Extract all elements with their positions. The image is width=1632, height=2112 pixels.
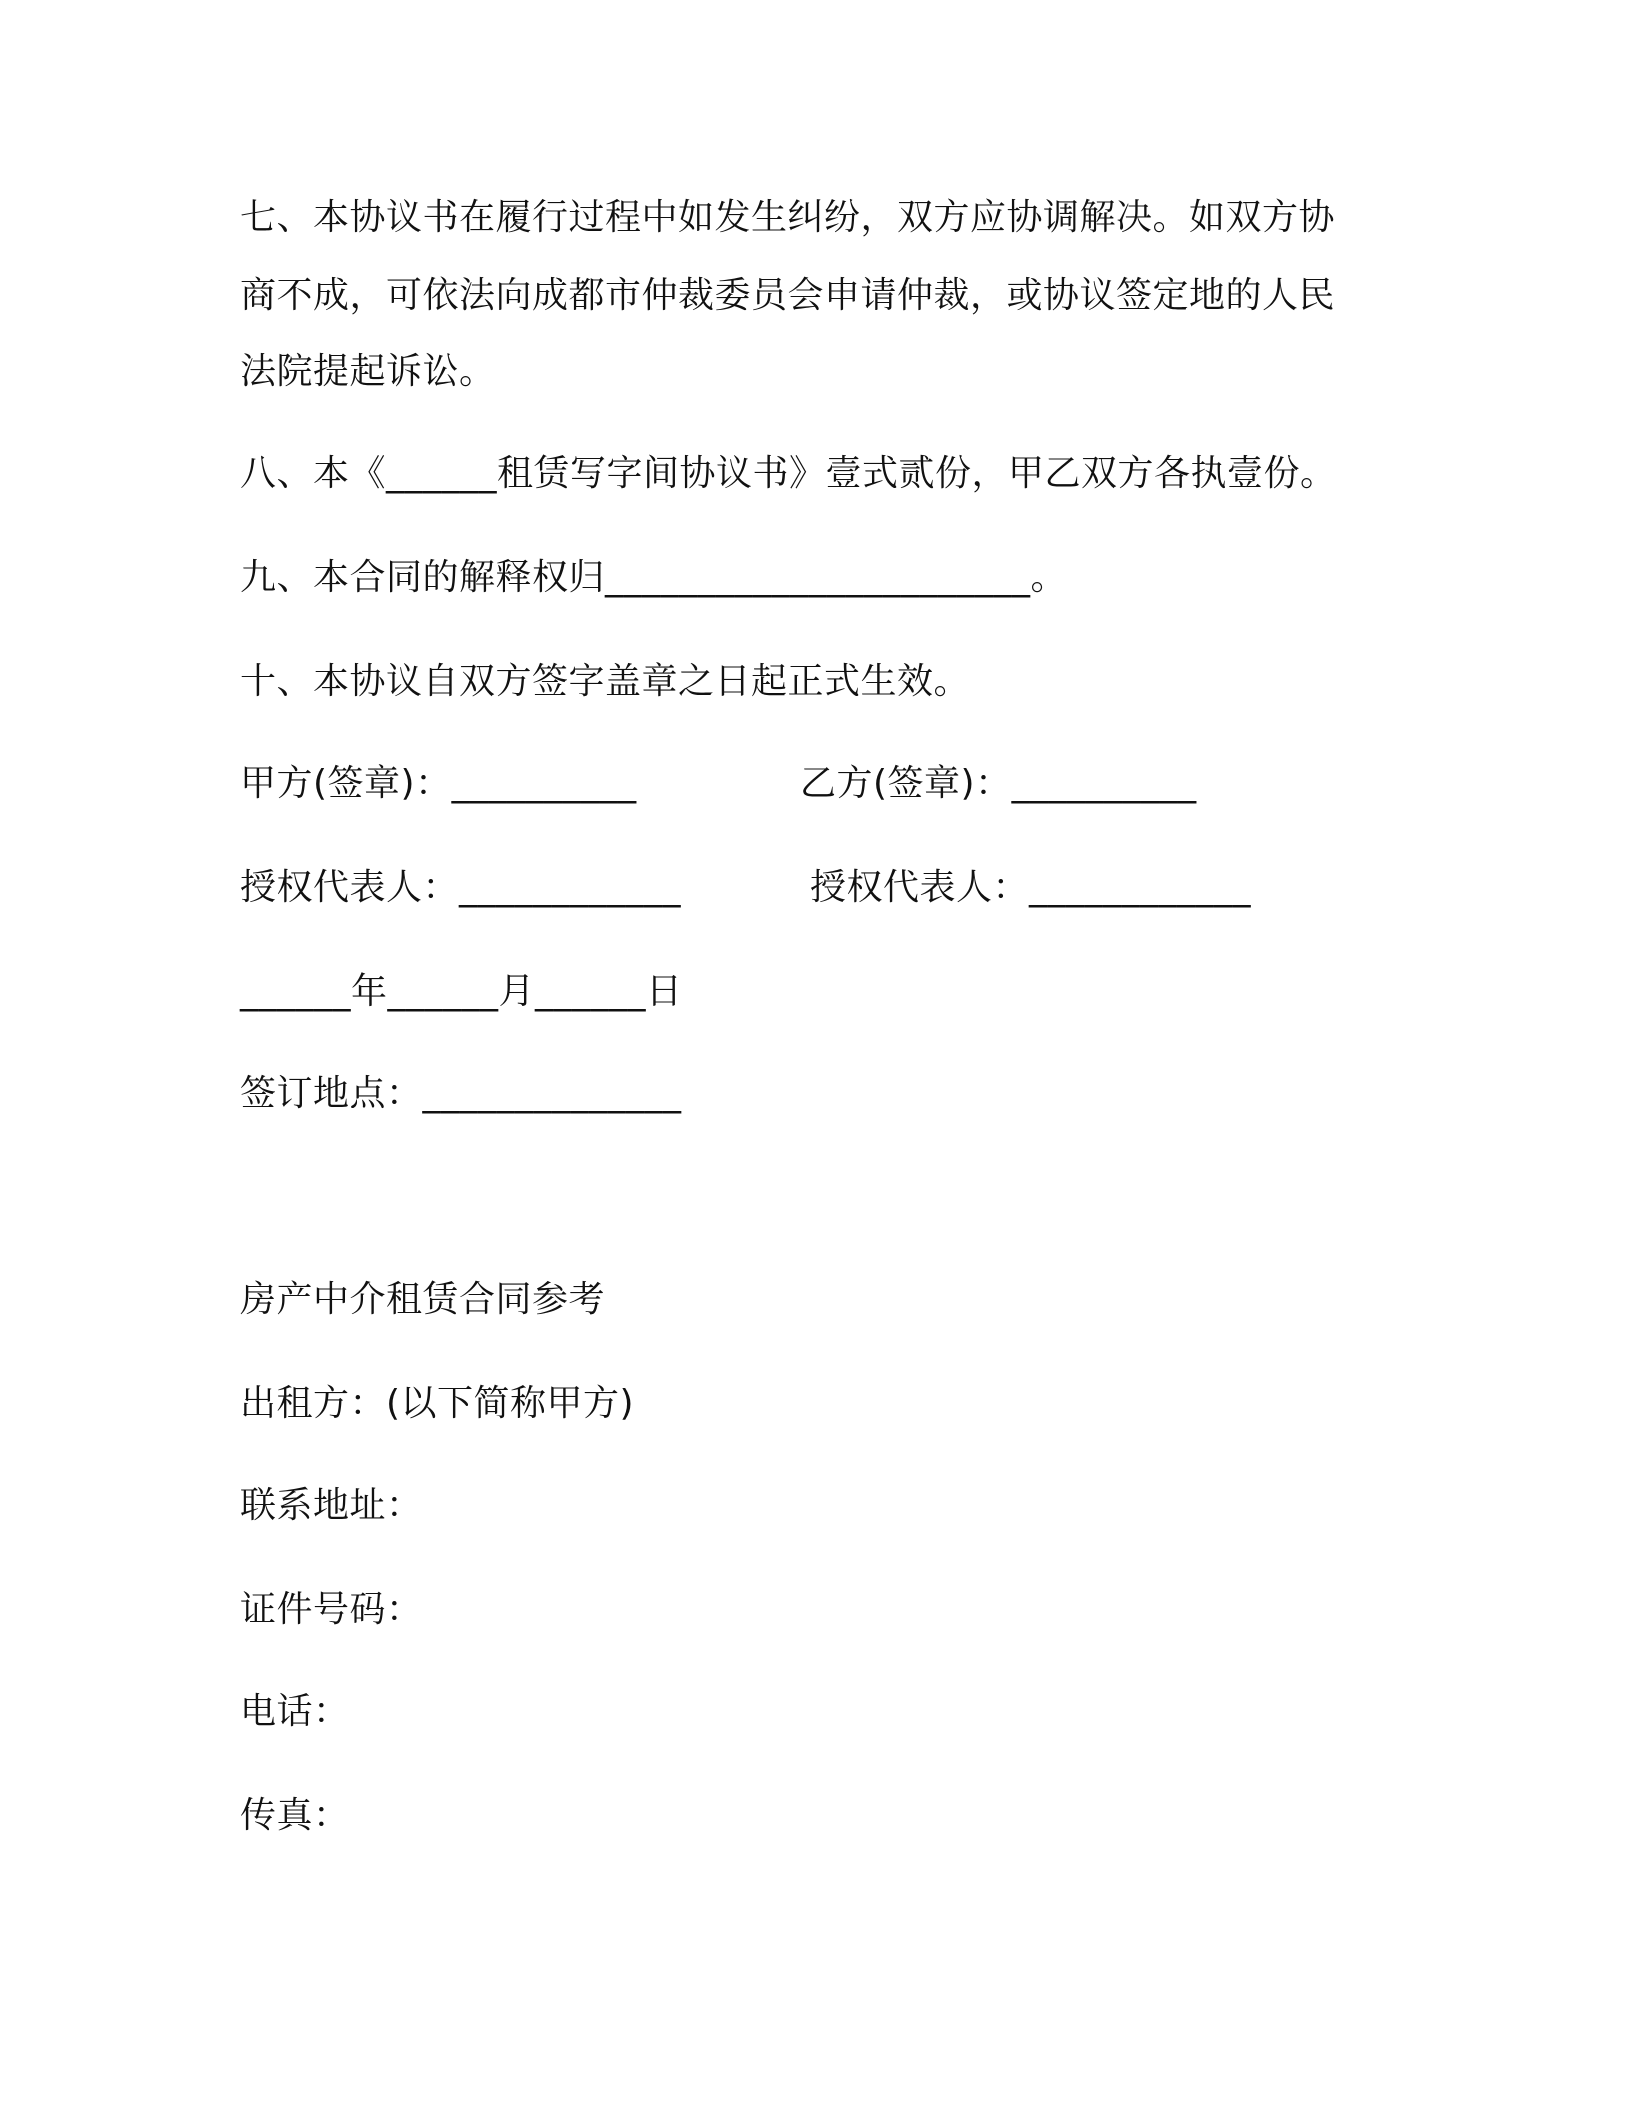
lessor-line: 出租方：(以下简称甲方) — [240, 1383, 635, 1424]
clause-8: 八、本《______租赁写字间协议书》壹式贰份，甲乙双方各执壹份。 — [240, 453, 1337, 494]
signing-place-line: 签订地点：______________ — [240, 1073, 682, 1114]
contact-address-line: 联系地址： — [240, 1485, 423, 1526]
party-a-representative-line: 授权代表人：____________ — [240, 867, 682, 908]
id-number-line: 证件号码： — [240, 1589, 423, 1630]
signing-date-line: ______年______月______日 — [240, 971, 683, 1012]
phone-line: 电话： — [240, 1691, 350, 1732]
clause-7-line-1: 七、本协议书在履行过程中如发生纠纷，双方应协调解决。如双方协 — [240, 197, 1336, 238]
fax-line: 传真： — [240, 1795, 350, 1836]
clause-7-line-3: 法院提起诉讼。 — [240, 351, 496, 392]
section-title: 房产中介租赁合同参考 — [240, 1279, 606, 1320]
party-a-seal-line: 甲方(签章)：__________ — [240, 763, 637, 804]
clause-10: 十、本协议自双方签字盖章之日起正式生效。 — [240, 661, 971, 702]
clause-7-line-2: 商不成，可依法向成都市仲裁委员会申请仲裁，或协议签定地的人民 — [240, 275, 1336, 316]
clause-9: 九、本合同的解释权归_______________________。 — [240, 557, 1068, 598]
party-b-seal-line: 乙方(签章)：__________ — [800, 763, 1197, 804]
party-b-representative-line: 授权代表人：____________ — [810, 867, 1252, 908]
